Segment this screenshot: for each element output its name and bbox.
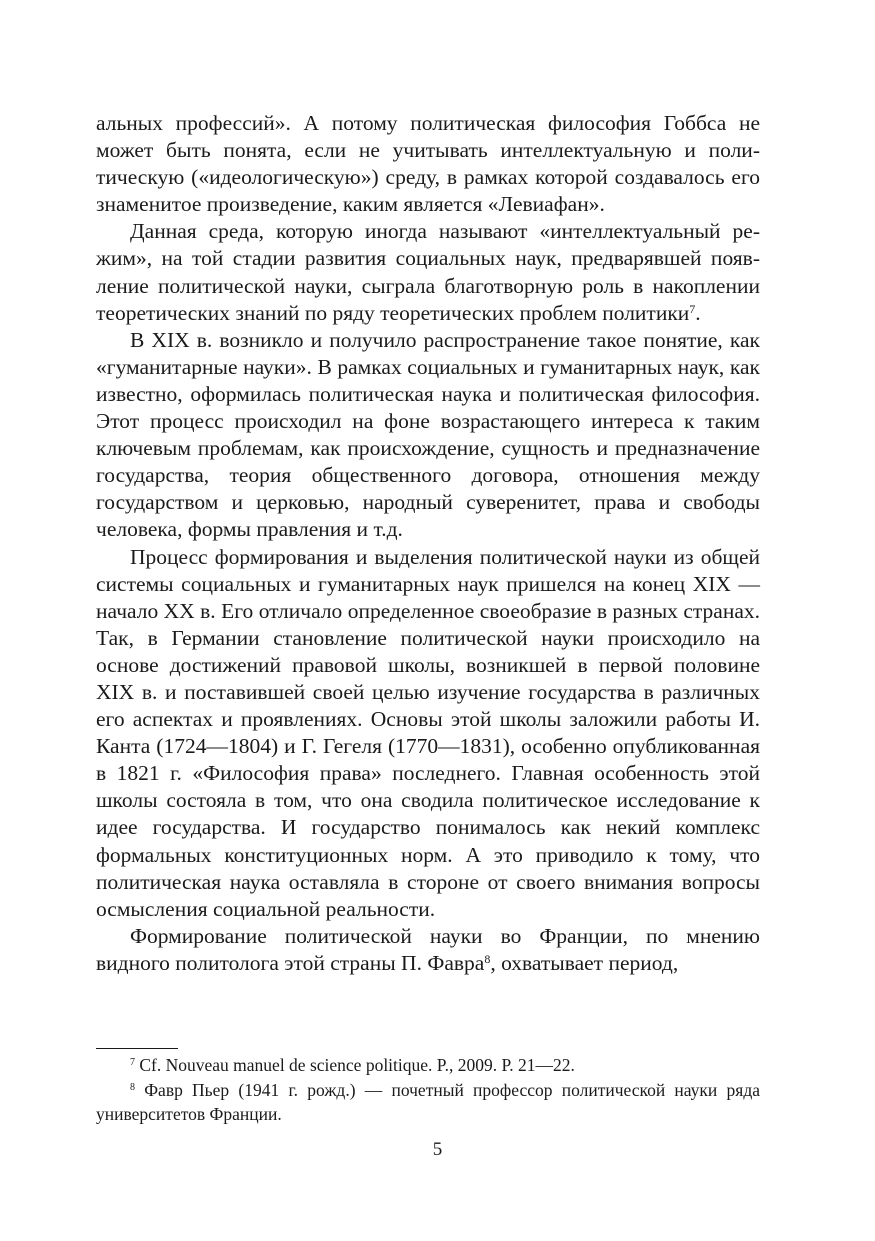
footnote-ref-7: 7 — [689, 301, 696, 316]
paragraph-1: альных профессий». А потому политическая философия Гоббса не может быть понята, если не учитывать интеллектуальную и политическую («идеологическую») среду, в рамках которой создавалось его знаменитое произведение, каким является «Левиафан». — [96, 111, 760, 217]
footnote-7: $^7$ Cf. Nouveau manuel de science politique. P., 2009. P. 21—22. — [130, 1055, 575, 1075]
footnote-separator — [96, 1048, 178, 1049]
page-body — [96, 110, 760, 977]
paragraph-4: Процесс формирования и выделения политической науки из общей системы социальных и гуманитарных наук пришелся на конец XIX — начало XX в. Его отличало определенное своеобразие в разных странах. Так, в Германии становление политической науки происходило на основе достижений правовой школы, возникшей в первой половине XIX в. и поставившей своей целью изучение государства в различных его аспектах и проявлениях. Основы этой школы заложили работы И. Канта (1724—1804) и Г. Гегеля (1770—1831), особенно опубликованная в 1821 г. «Философия права» последнего. Главная особенность этой школы состояла в том, что она сводила политическое исследование к идее государства. И государство понималось как некий комплекс формальных конституционных норм. А это приводило к тому, что политическая наука оставляла в стороне от своего внимания вопросы осмысления социальной реальности. — [96, 544, 760, 921]
paragraph-3: В XIX в. возникло и получило распространение такое понятие, как «гуманитарные науки». В рамках социальных и гуманитарных наук, как известно, оформилась политическая наука и политическая философия. Этот процесс происходил на фоне возрастающего интереса к таким ключевым проблемам, как происхождение, сущность и предназначение государства, теория общественного договора, отношения между государством и церковью, народный суверенитет, права и свободы человека, формы правления и т.д. — [96, 327, 760, 542]
footnote-8: $^8$ Фавр Пьер (1941 г. рожд.) — почетный профессор политической науки ряда университетов Франции. — [96, 1079, 760, 1124]
footnotes — [96, 1053, 760, 1127]
footnote-ref-8: 8 — [484, 951, 491, 966]
paragraph-2: Данная среда, которую иногда называют «интеллектуальный режим», на той стадии развития социальных наук, предварявшей появление политической науки, сыграла благотворную роль в накоплении теоретических знаний по ряду теоретических проблем политики$^7$. — [96, 219, 760, 325]
footnote-marker: 8 — [130, 1081, 135, 1093]
page-number: 5 — [432, 1139, 443, 1160]
paragraph-5: Формирование политической науки во Франции, по мнению видного политолога этой страны П. Фавра$^8$, охватывает период, — [96, 923, 760, 975]
footnote-marker: 7 — [130, 1057, 135, 1068]
